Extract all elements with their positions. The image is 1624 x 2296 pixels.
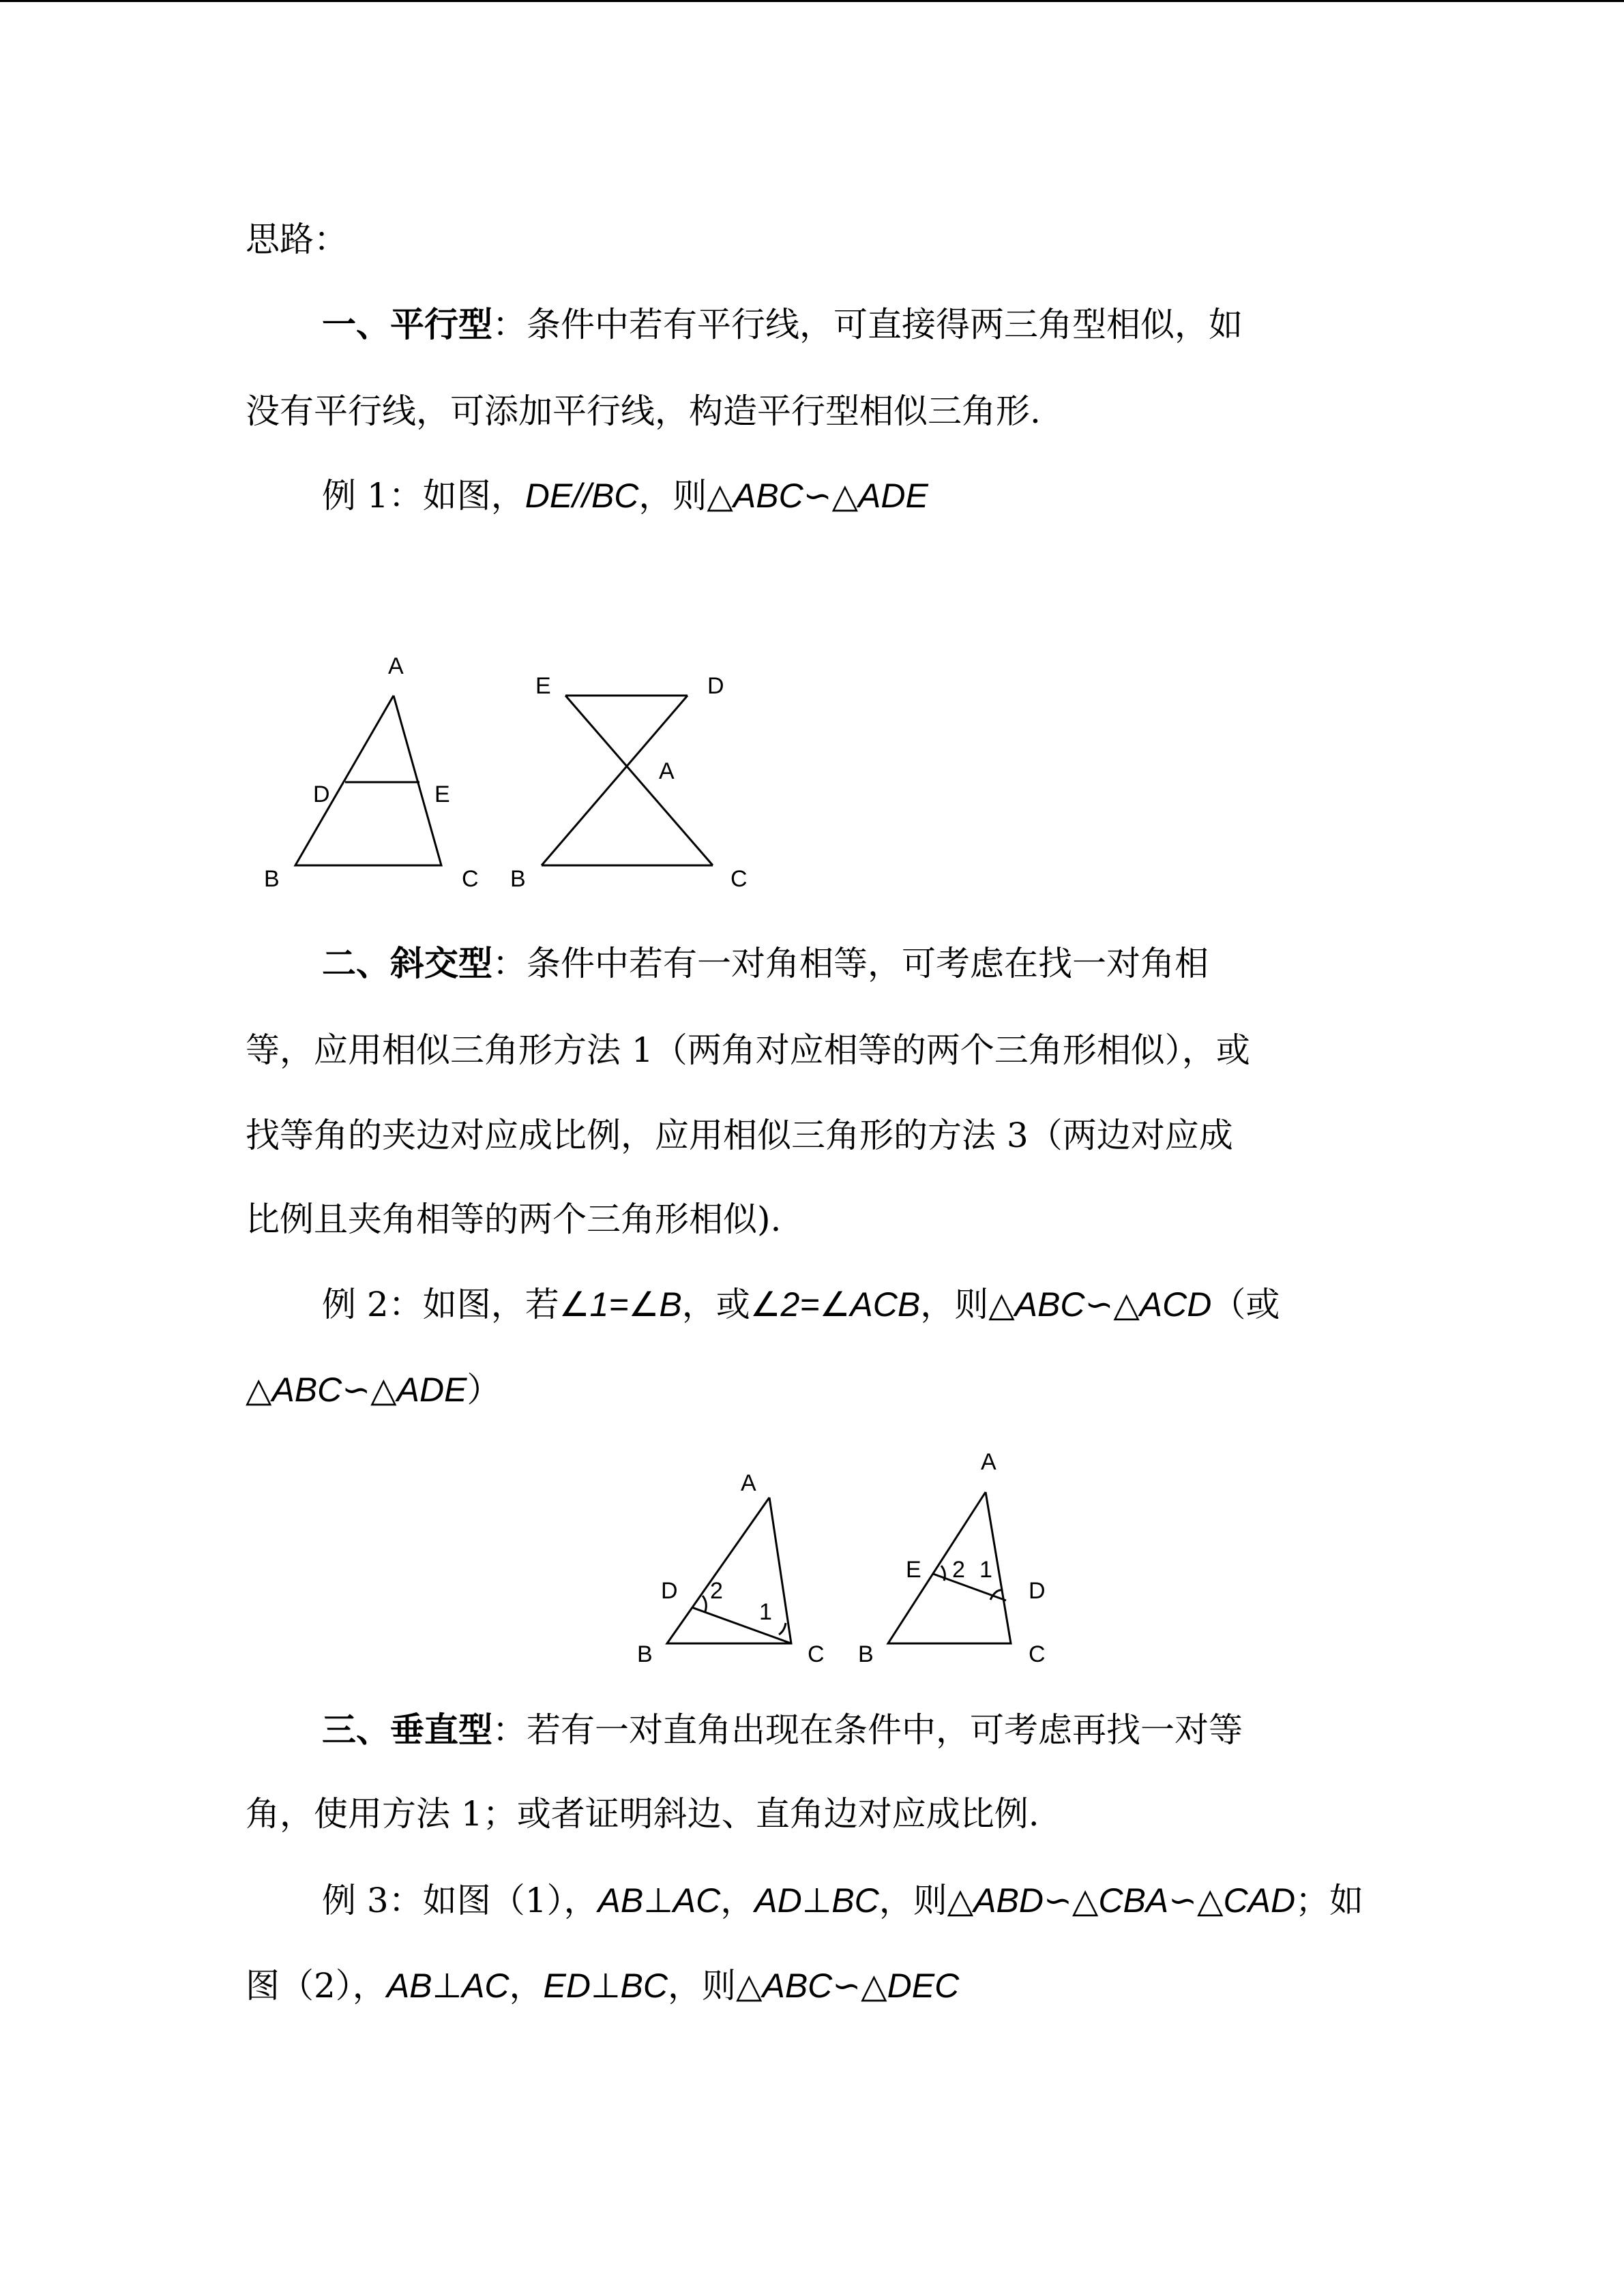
section-parallel-line1: 一、平行型：条件中若有平行线，可直接得两三角型相似，如 — [322, 304, 1243, 344]
label-e: E — [535, 673, 551, 699]
section-heading: 三、垂直型 — [322, 1710, 492, 1750]
label-e: E — [434, 781, 450, 807]
section-oblique-line1: 二、斜交型：条件中若有一对角相等，可考虑在找一对角相 — [322, 943, 1209, 983]
label-c: C — [808, 1641, 825, 1667]
angle-2-arc — [703, 1596, 706, 1611]
fig2-left-triangle — [637, 1470, 825, 1667]
label-angle-1: 1 — [759, 1599, 772, 1625]
section-parallel-line2: 没有平行线，可添加平行线，构造平行型相似三角形. — [246, 391, 1041, 431]
label-a: A — [659, 758, 675, 784]
section-heading: 二、斜交型 — [322, 943, 492, 983]
segment-dc — [692, 1607, 791, 1643]
label-a: A — [981, 1449, 996, 1475]
intro-label: 思路： — [246, 220, 348, 259]
label-d: D — [661, 1578, 678, 1604]
label-d: D — [707, 673, 724, 699]
section-perpendicular-line2: 角，使用方法 1；或者证明斜边、直角边对应成比例. — [246, 1794, 1039, 1834]
label-b: B — [264, 866, 280, 892]
angle-1-arc — [779, 1623, 786, 1635]
example-2-line1: 例 2：如图，若∠1=∠B，或∠2=∠ACB，则△ABC∽△ACD（或 — [322, 1285, 1280, 1324]
example-1: 例 1：如图，DE//BC，则△ABC∽△ADE — [322, 476, 928, 516]
label-d: D — [313, 781, 330, 807]
section-heading: 一、平行型 — [322, 304, 492, 344]
label-d: D — [1029, 1578, 1046, 1604]
label-a: A — [741, 1470, 756, 1496]
label-c: C — [730, 866, 748, 892]
example-2-line2: △ABC∽△ADE） — [246, 1370, 501, 1410]
fig2-right-triangle — [858, 1449, 1046, 1667]
section-oblique-line3: 找等角的夹边对应成比例，应用相似三角形的方法 3（两边对应成 — [246, 1116, 1233, 1155]
label-c: C — [462, 866, 479, 892]
label-angle-2: 2 — [952, 1557, 965, 1583]
section-perpendicular-line1: 三、垂直型：若有一对直角出现在条件中，可考虑再找一对等 — [322, 1710, 1243, 1750]
label-angle-1: 1 — [979, 1557, 992, 1583]
example-3-line1: 例 3：如图（1），AB⊥AC，AD⊥BC，则△ABD∽△CBA∽△CAD；如 — [322, 1881, 1364, 1920]
example-3-line2: 图（2），AB⊥AC，ED⊥BC，则△ABC∽△DEC — [246, 1966, 960, 2006]
label-b: B — [858, 1641, 874, 1667]
label-e: E — [906, 1557, 921, 1583]
section-oblique-line2: 等，应用相似三角形方法 1（两角对应相等的两个三角形相似），或 — [246, 1030, 1250, 1070]
section-oblique-line4: 比例且夹角相等的两个三角形相似). — [246, 1199, 782, 1239]
label-angle-2: 2 — [710, 1578, 723, 1604]
label-b: B — [510, 866, 526, 892]
label-a: A — [388, 653, 404, 679]
label-b: B — [637, 1641, 653, 1667]
label-c: C — [1029, 1641, 1046, 1667]
